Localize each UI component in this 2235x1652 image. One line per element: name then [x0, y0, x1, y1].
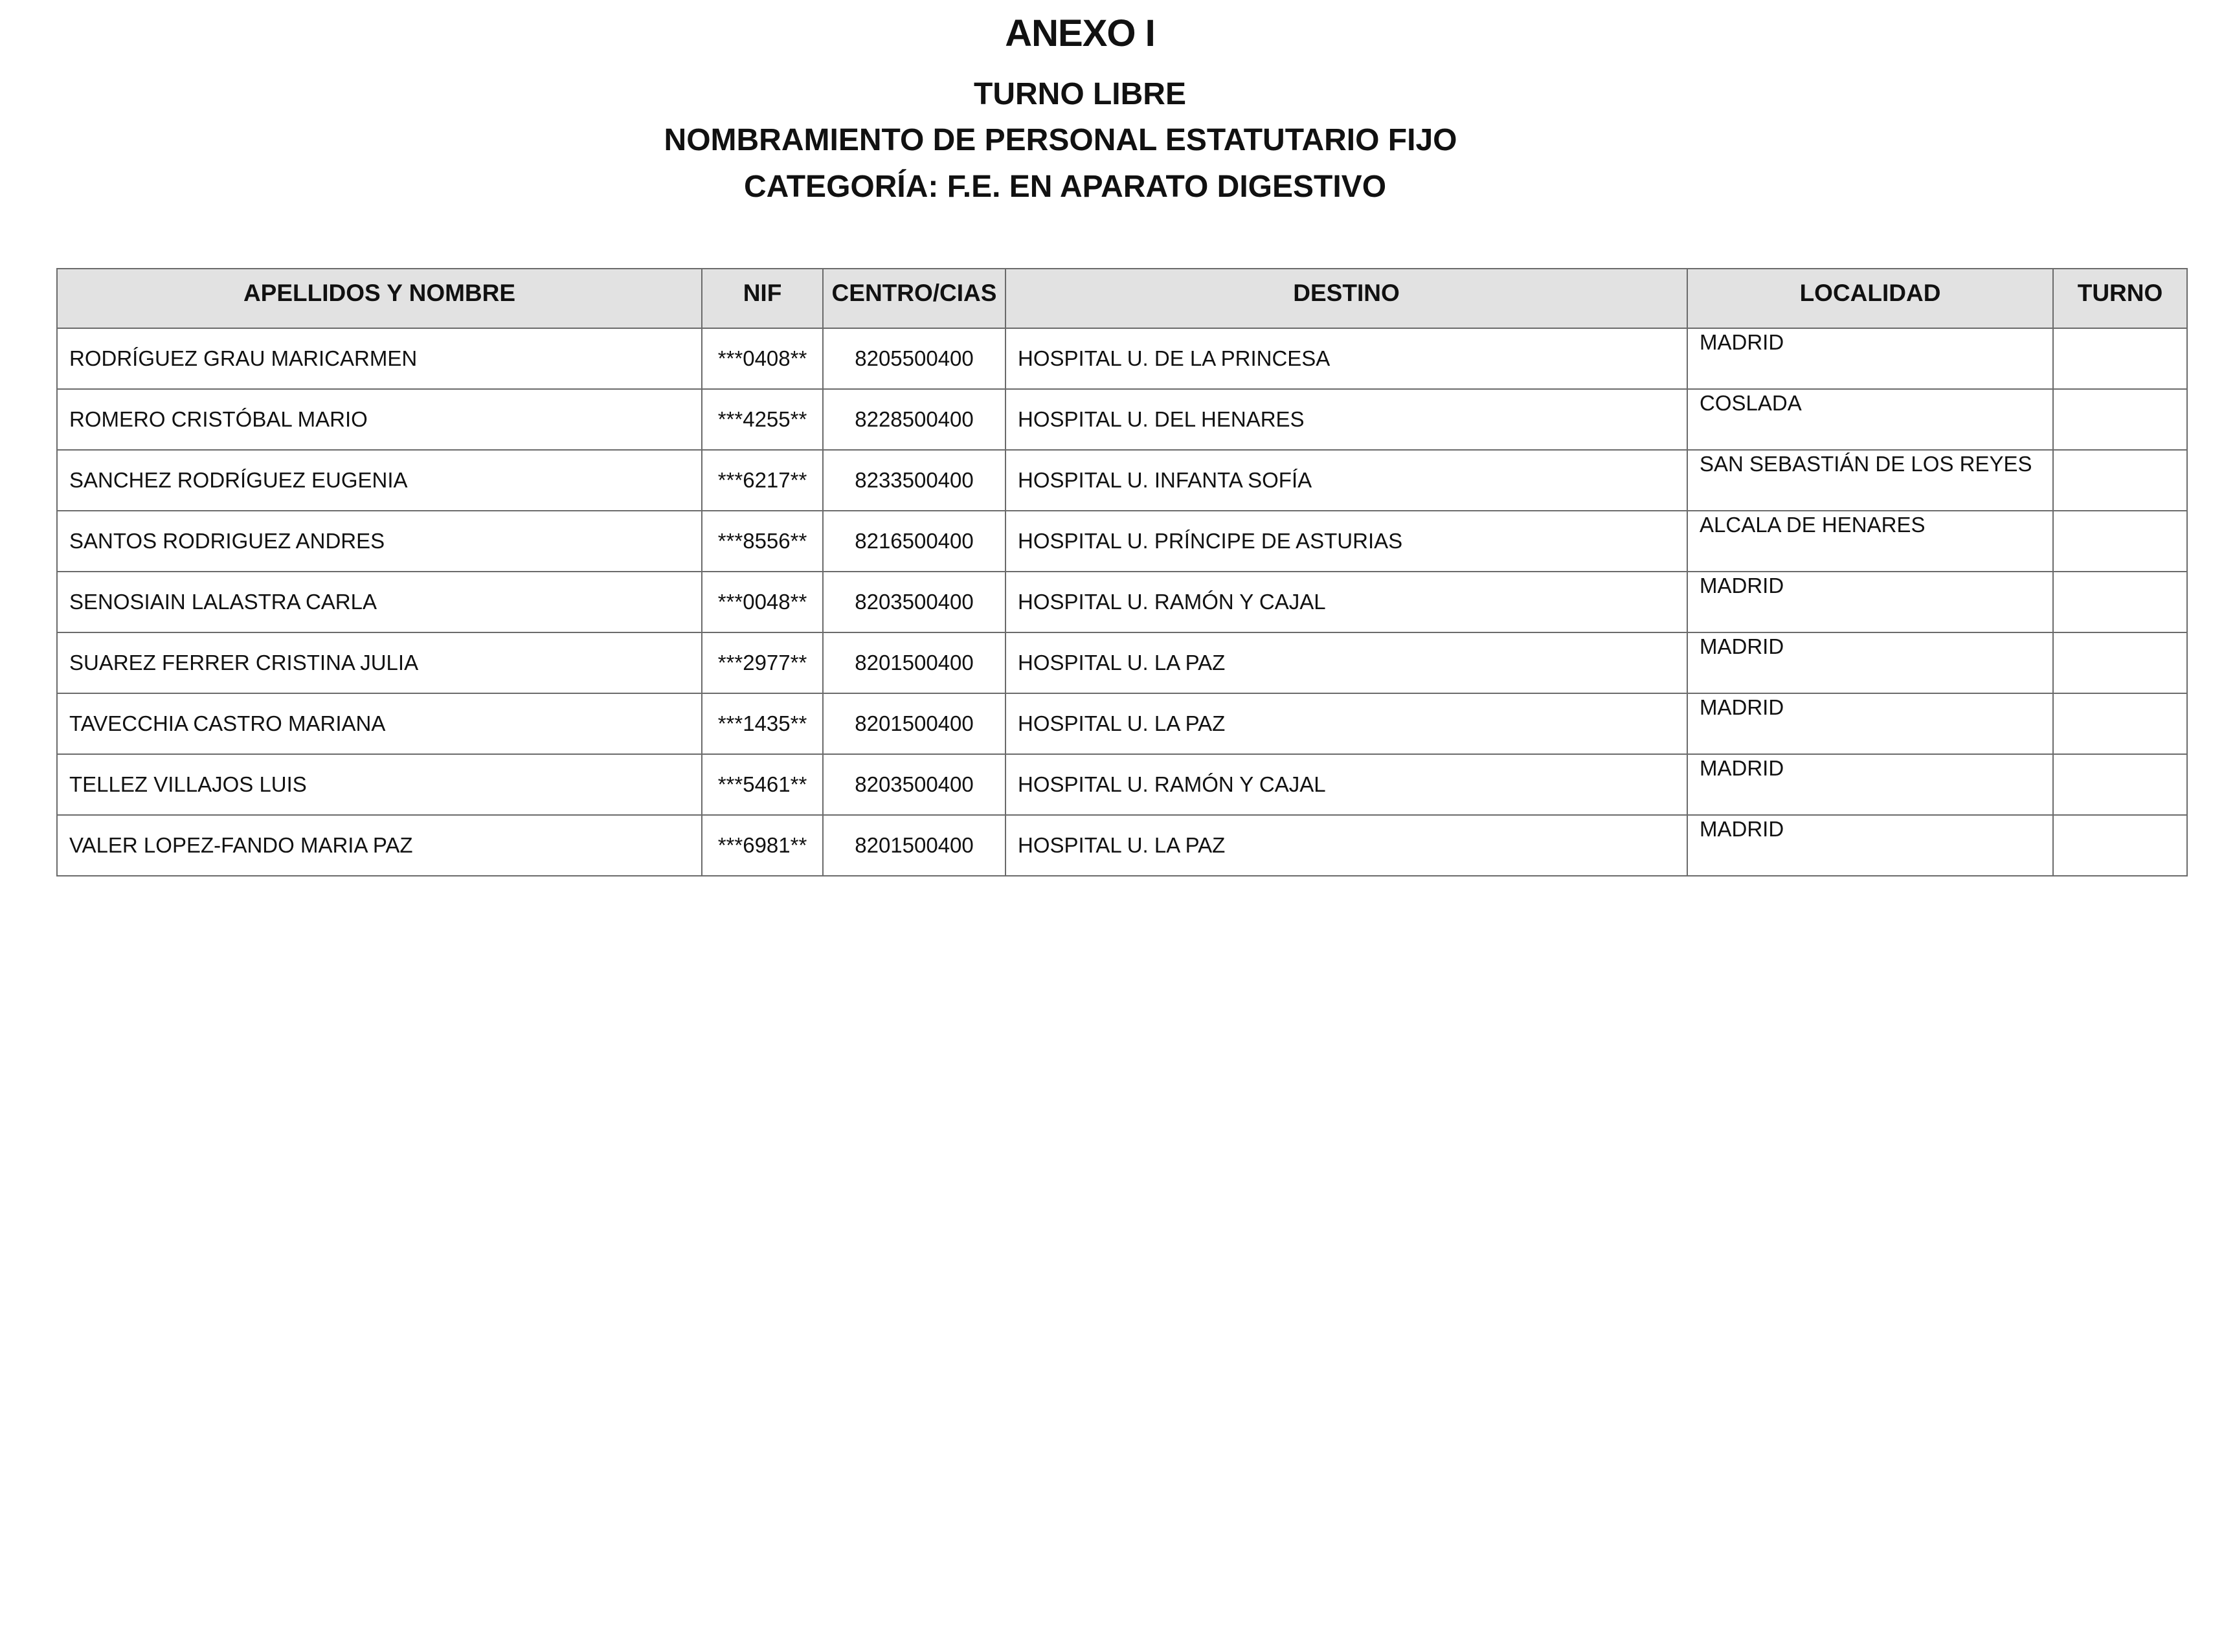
cell-localidad: MADRID: [1687, 693, 2053, 754]
cell-name: SUAREZ FERRER CRISTINA JULIA: [57, 632, 702, 693]
cell-turno: [2053, 450, 2187, 511]
cell-turno: [2053, 815, 2187, 876]
cell-localidad: MADRID: [1687, 754, 2053, 815]
table-row: [57, 389, 2187, 450]
subtitle-categoria: CATEGORÍA: F.E. EN APARATO DIGESTIVO: [743, 170, 1387, 204]
cell-nif: ***8556**: [702, 511, 823, 572]
cell-name: VALER LOPEZ-FANDO MARIA PAZ: [57, 815, 702, 876]
cell-localidad: MADRID: [1687, 815, 2053, 876]
cell-nif: ***6981**: [702, 815, 823, 876]
cell-cias: 8233500400: [823, 450, 1005, 511]
column-header-localidad: LOCALIDAD: [1687, 269, 2053, 328]
cell-localidad: MADRID: [1687, 328, 2053, 389]
cell-nif: ***0408**: [702, 328, 823, 389]
cell-destino: HOSPITAL U. DE LA PRINCESA: [1005, 328, 1687, 389]
table-row: [57, 754, 2187, 815]
cell-name: SANCHEZ RODRÍGUEZ EUGENIA: [57, 450, 702, 511]
cell-cias: 8201500400: [823, 815, 1005, 876]
cell-name: TAVECCHIA CASTRO MARIANA: [57, 693, 702, 754]
cell-destino: HOSPITAL U. RAMÓN Y CAJAL: [1005, 754, 1687, 815]
cell-nif: ***1435**: [702, 693, 823, 754]
cell-name: SANTOS RODRIGUEZ ANDRES: [57, 511, 702, 572]
column-header-turno: TURNO: [2053, 269, 2187, 328]
cell-turno: [2053, 328, 2187, 389]
cell-turno: [2053, 511, 2187, 572]
cell-nif: ***5461**: [702, 754, 823, 815]
cell-destino: HOSPITAL U. LA PAZ: [1005, 693, 1687, 754]
cell-turno: [2053, 389, 2187, 450]
cell-localidad: SAN SEBASTIÁN DE LOS REYES: [1687, 450, 2053, 511]
cell-nif: ***0048**: [702, 572, 823, 632]
cell-name: SENOSIAIN LALASTRA CARLA: [57, 572, 702, 632]
table-row: [57, 632, 2187, 693]
cell-localidad: COSLADA: [1687, 389, 2053, 450]
table-row: [57, 328, 2187, 389]
cell-name: RODRÍGUEZ GRAU MARICARMEN: [57, 328, 702, 389]
cell-localidad: MADRID: [1687, 632, 2053, 693]
cell-nif: ***4255**: [702, 389, 823, 450]
cell-cias: 8205500400: [823, 328, 1005, 389]
cell-turno: [2053, 754, 2187, 815]
column-header-nif: NIF: [702, 269, 823, 328]
column-header-name: APELLIDOS Y NOMBRE: [57, 269, 702, 328]
cell-cias: 8201500400: [823, 632, 1005, 693]
subtitle-turno: TURNO LIBRE: [974, 77, 1186, 111]
cell-destino: HOSPITAL U. INFANTA SOFÍA: [1005, 450, 1687, 511]
cell-destino: HOSPITAL U. PRÍNCIPE DE ASTURIAS: [1005, 511, 1687, 572]
cell-turno: [2053, 693, 2187, 754]
table-row: [57, 693, 2187, 754]
table-row: [57, 511, 2187, 572]
subtitle-nombramiento: NOMBRAMIENTO DE PERSONAL ESTATUTARIO FIJO: [664, 123, 1457, 157]
cell-name: TELLEZ VILLAJOS LUIS: [57, 754, 702, 815]
cell-destino: HOSPITAL U. RAMÓN Y CAJAL: [1005, 572, 1687, 632]
table-row: [57, 815, 2187, 876]
cell-destino: HOSPITAL U. LA PAZ: [1005, 632, 1687, 693]
appointments-table: [56, 268, 2188, 876]
column-header-cias: CENTRO/CIAS: [823, 269, 1005, 328]
cell-cias: 8203500400: [823, 754, 1005, 815]
cell-cias: 8216500400: [823, 511, 1005, 572]
cell-destino: HOSPITAL U. DEL HENARES: [1005, 389, 1687, 450]
cell-turno: [2053, 632, 2187, 693]
cell-nif: ***2977**: [702, 632, 823, 693]
cell-cias: 8203500400: [823, 572, 1005, 632]
cell-nif: ***6217**: [702, 450, 823, 511]
cell-turno: [2053, 572, 2187, 632]
cell-localidad: ALCALA DE HENARES: [1687, 511, 2053, 572]
cell-destino: HOSPITAL U. LA PAZ: [1005, 815, 1687, 876]
cell-localidad: MADRID: [1687, 572, 2053, 632]
cell-name: ROMERO CRISTÓBAL MARIO: [57, 389, 702, 450]
table-row: [57, 450, 2187, 511]
cell-cias: 8201500400: [823, 693, 1005, 754]
document-title: ANEXO I: [1005, 12, 1155, 54]
table-row: [57, 572, 2187, 632]
column-header-destino: DESTINO: [1005, 269, 1687, 328]
cell-cias: 8228500400: [823, 389, 1005, 450]
table-header-row: [57, 269, 2187, 328]
